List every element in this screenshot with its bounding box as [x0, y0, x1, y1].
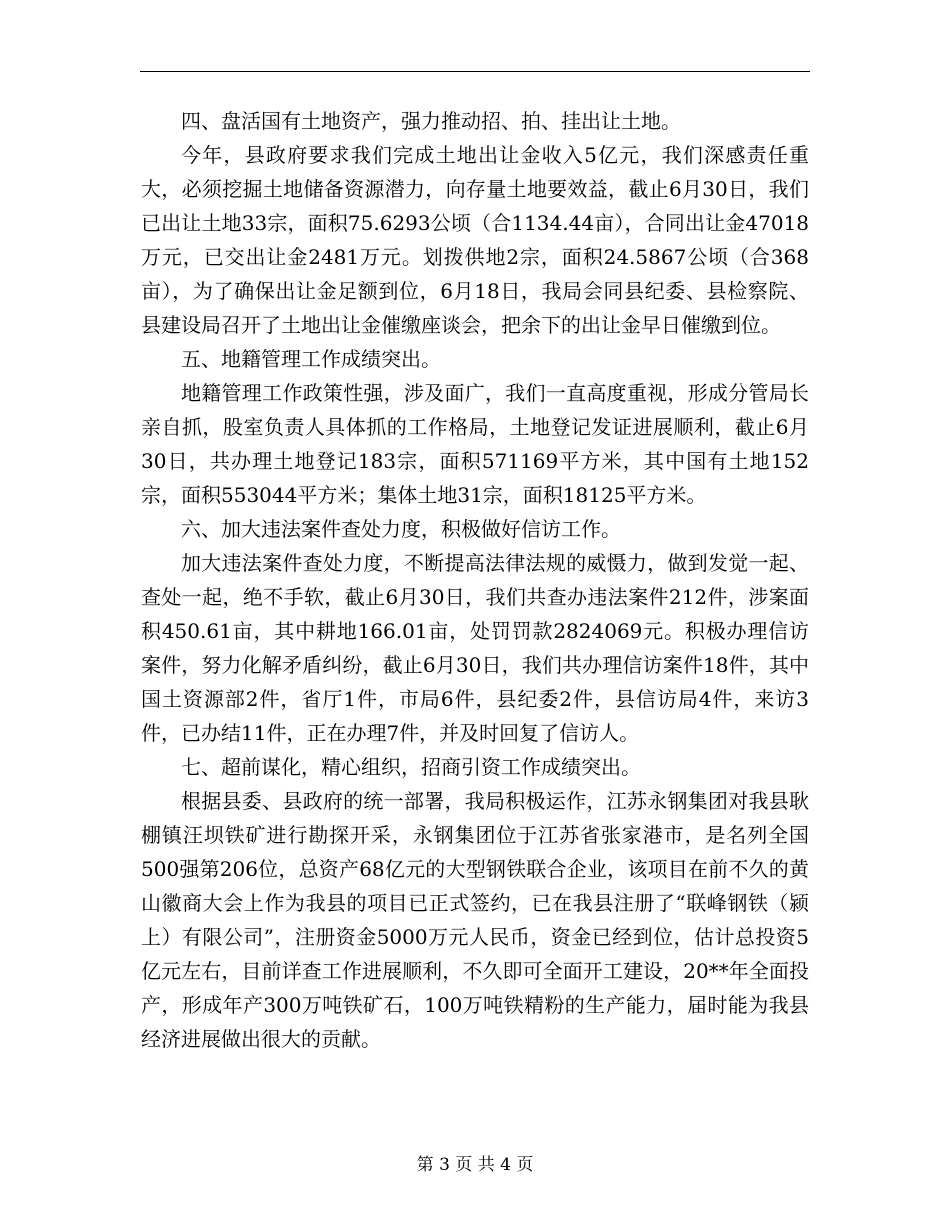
section-heading-5: 五、地籍管理工作成绩突出。 — [181, 347, 441, 371]
paragraph-land-transfer: 今年，县政府要求我们完成土地出让金收入5亿元，我们深感责任重大，必须挖掘土地储备资源潜力，向存量土地要效益，截止6月30日，我们已出让土地33宗，面积75.6293公顷（合1134.44亩），合同出让金47018万元，已交出让金2481万元。划拨供地2宗，面积24.5867公顷（合368亩），为了确保出让金足额到位，6月18日，我局会同县纪委、县检察院、县建设局召开了土地出让金催缴座谈会，把余下的出让金早日催缴到位。 — [141, 143, 809, 337]
section-heading-7: 七、超前谋化，精心组织，招商引资工作成绩突出。 — [181, 755, 641, 779]
section-heading-6: 六、加大违法案件查处力度，积极做好信访工作。 — [181, 517, 621, 541]
header-rule — [140, 71, 810, 72]
document-body — [141, 104, 809, 1056]
section-heading-4: 四、盘活国有土地资产，强力推动招、拍、挂出让土地。 — [181, 109, 681, 133]
paragraph-violations: 加大违法案件查处力度，不断提高法律法规的威慑力，做到发觉一起、查处一起，绝不手软，截止6月30日，我们共查办违法案件212件，涉案面积450.61亩，其中耕地166.01亩，处罚罚款2824069元。积极办理信访案件，努力化解矛盾纠纷，截止6月30日，我们共办理信访案件18件，其中国土资源部2件，省厅1件，市局6件，县纪委2件，县信访局4件，来访3件，已办结11件，正在办理7件，并及时回复了信访人。 — [141, 551, 809, 745]
paragraph-cadastral: 地籍管理工作政策性强，涉及面广，我们一直高度重视，形成分管局长亲自抓，股室负责人具体抓的工作格局，土地登记发证进展顺利，截止6月30日，共办理土地登记183宗，面积571169平方米，其中国有土地152宗，面积553044平方米；集体土地31宗，面积18125平方米。 — [141, 381, 809, 507]
paragraph-investment: 根据县委、县政府的统一部署，我局积极运作，江苏永钢集团对我县耿棚镇汪坝铁矿进行勘探开采，永钢集团位于江苏省张家港市，是名列全国500强第206位，总资产68亿元的大型钢铁联合企业，该项目在前不久的黄山徽商大会上作为我县的项目已正式签约，已在我县注册了“联峰钢铁（颍上）有限公司”，注册资金5000万元人民币，资金已经到位，估计总投资5亿元左右，目前详查工作进展顺利，不久即可全面开工建设，20**年全面投产，形成年产300万吨铁矿石，100万吨铁精粉的生产能力，届时能为我县经济进展做出很大的贡献。 — [141, 789, 809, 1051]
page-footer: 第 3 页 共 4 页 — [416, 1155, 534, 1175]
